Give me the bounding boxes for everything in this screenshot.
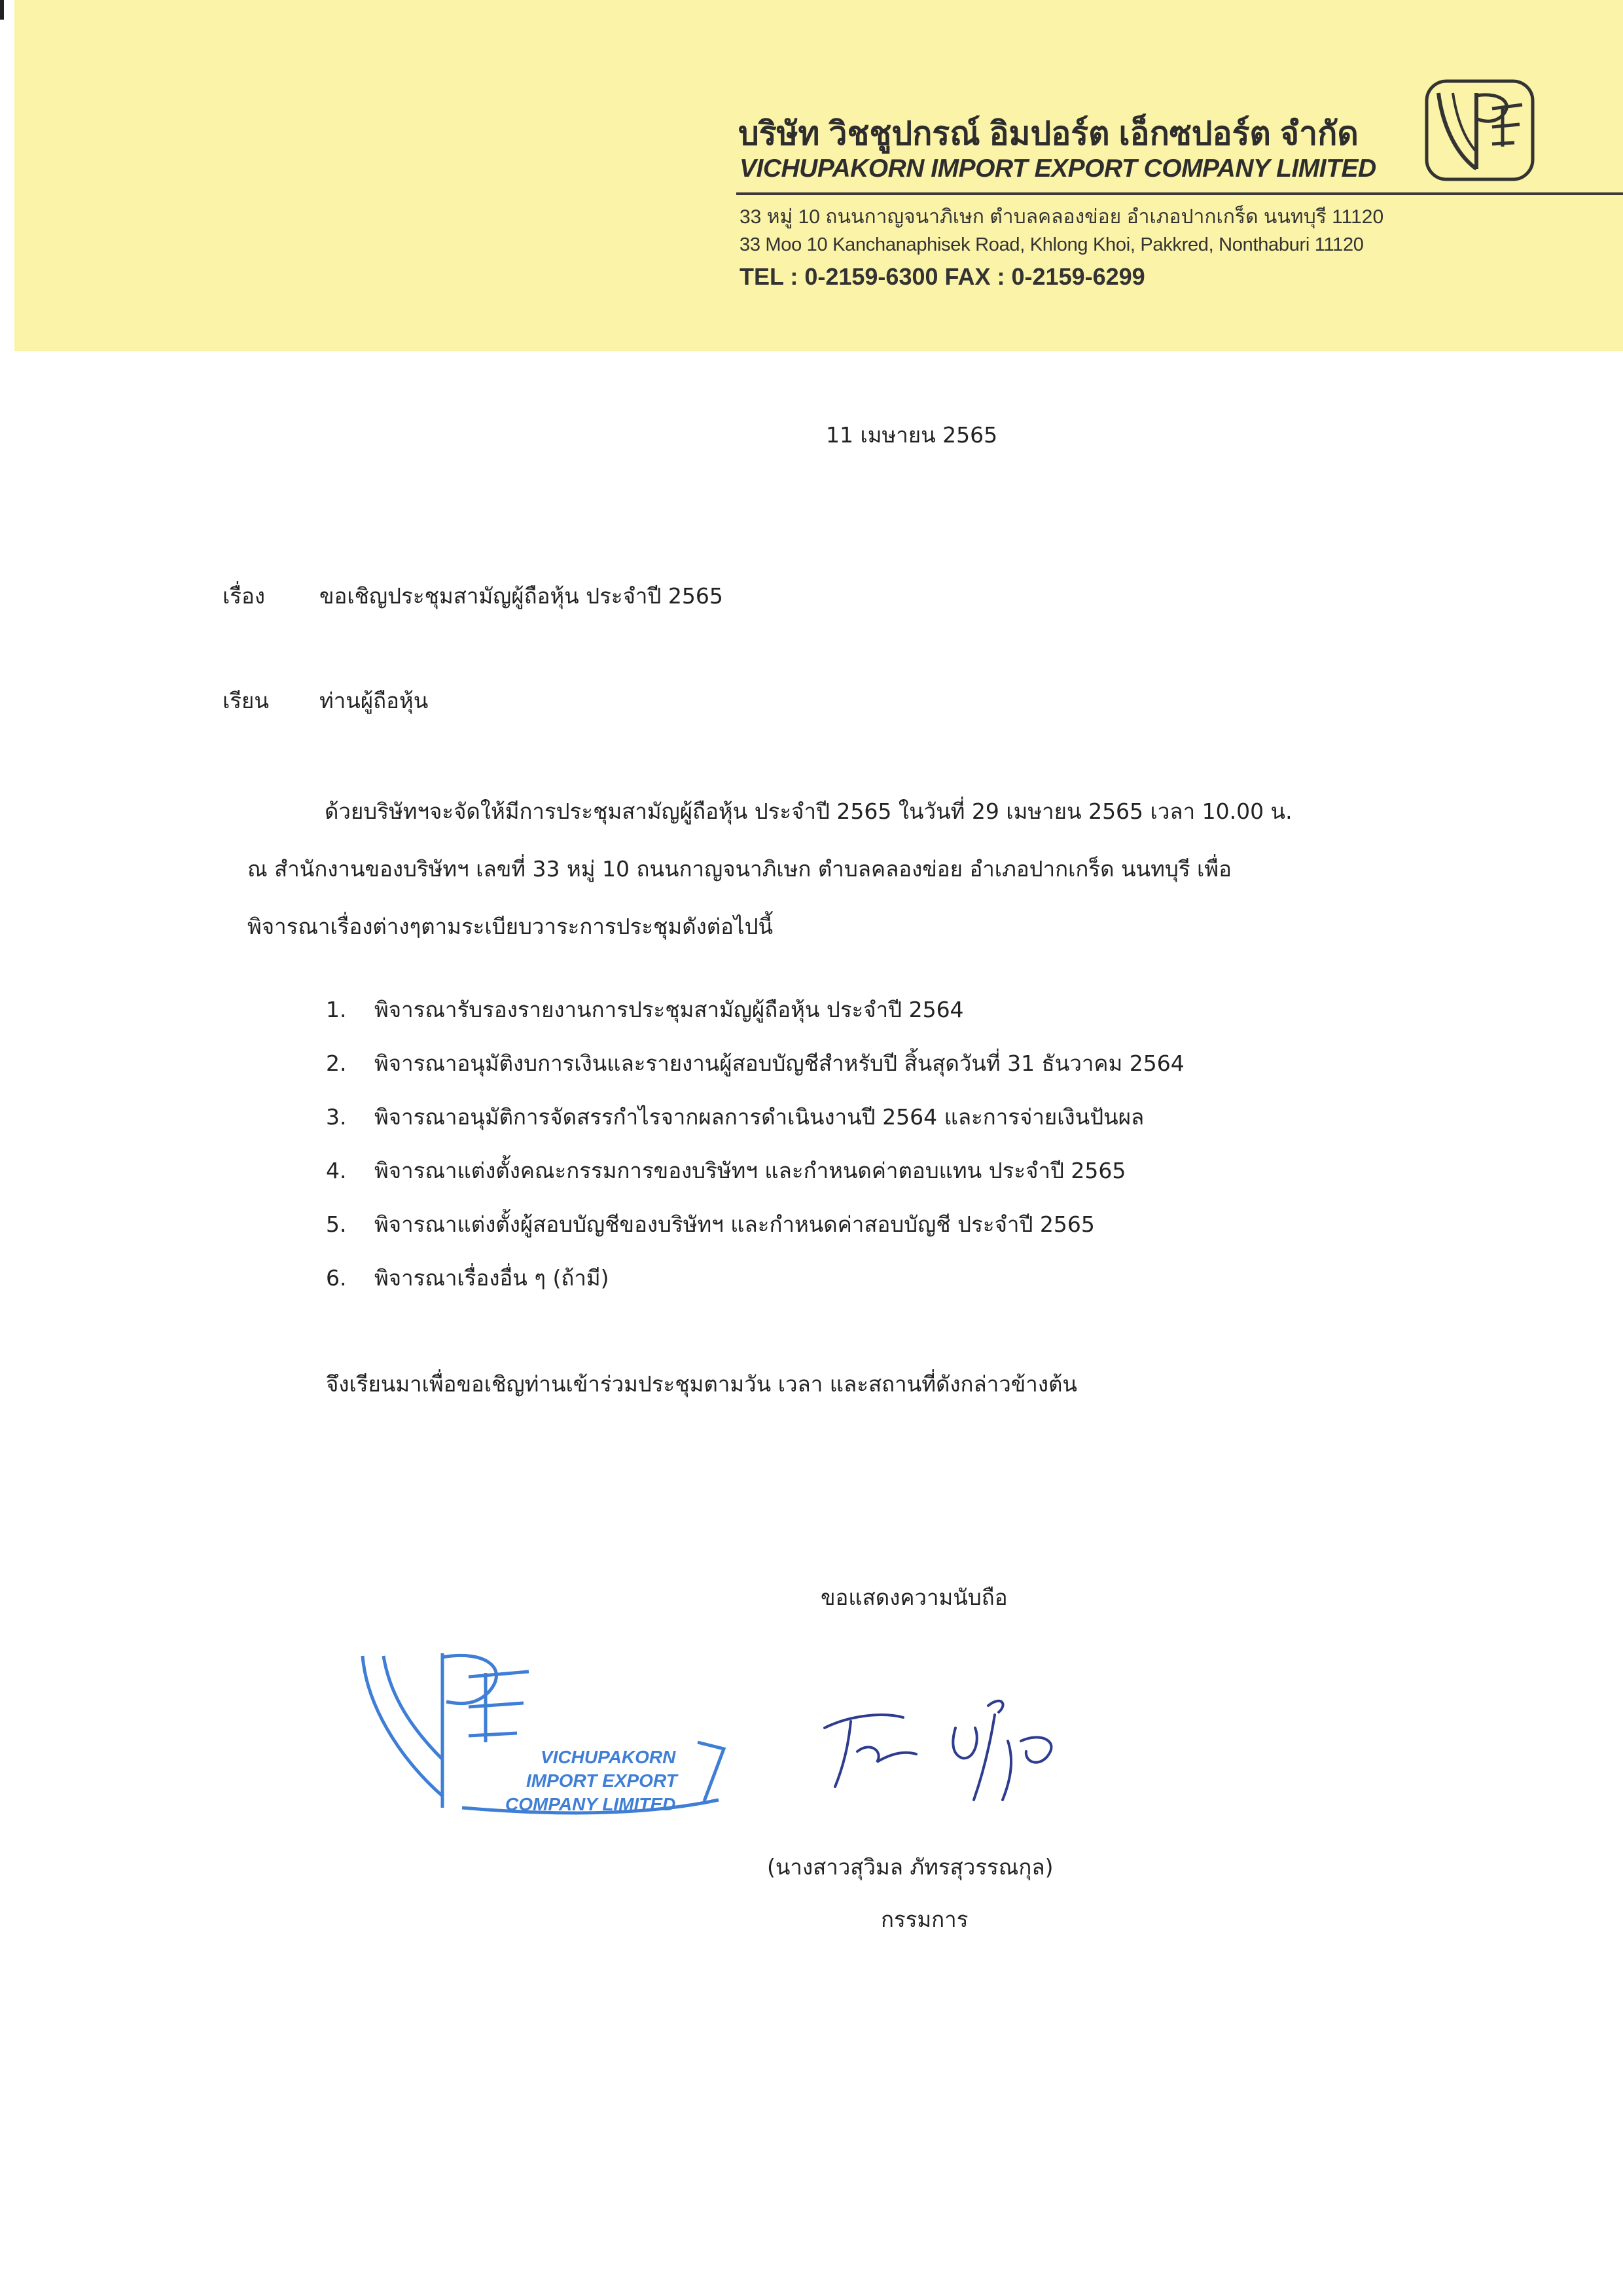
agenda-text: พิจารณาอนุมัติงบการเงินและรายงานผู้สอบบัญชีสำหรับปี สิ้นสุดวันที่ 31 ธันวาคม 2564	[374, 1050, 1185, 1076]
vpf-logo-icon	[1424, 79, 1535, 183]
body-paragraph	[247, 783, 1399, 956]
agenda-item	[326, 1207, 1373, 1261]
recipient-text: ท่านผู้ถือหุ้น	[319, 688, 429, 713]
scan-edge-mark	[0, 0, 4, 20]
agenda-number: 2.	[326, 1050, 347, 1076]
subject-text: ขอเชิญประชุมสามัญผู้ถือหุ้น ประจำปี 2565	[319, 583, 723, 609]
agenda-number: 5.	[326, 1211, 347, 1237]
agenda-text: พิจารณาแต่งตั้งผู้สอบบัญชีของบริษัทฯ และกำหนดค่าสอบบัญชี ประจำปี 2565	[374, 1211, 1095, 1237]
agenda-number: 6.	[326, 1265, 347, 1291]
recipient-label: เรียน	[223, 688, 269, 713]
agenda-item	[326, 992, 1373, 1046]
agenda-number: 4.	[326, 1158, 347, 1183]
letterhead-divider	[736, 192, 1623, 195]
address-english: 33 Moo 10 Kanchanaphisek Road, Khlong Khoi, Pakkred, Nonthaburi 11120	[740, 234, 1364, 255]
address-thai: 33 หมู่ 10 ถนนกาญจนาภิเษก ตำบลคลองข่อย อำเภอปากเกร็ด นนทบุรี 11120	[740, 206, 1384, 228]
signature-icon	[812, 1689, 1073, 1806]
closing-sentence: จึงเรียนมาเพื่อขอเชิญท่านเข้าร่วมประชุมตามวัน เวลา และสถานที่ดังกล่าวข้างต้น	[326, 1371, 1077, 1397]
signer-name: (นางสาวสุวิมล ภัทรสุวรรณกุล)	[767, 1854, 1054, 1880]
agenda-text: พิจารณาแต่งตั้งคณะกรรมการของบริษัทฯ และกำหนดค่าตอบแทน ประจำปี 2565	[374, 1158, 1126, 1183]
body-line: พิจารณาเรื่องต่างๆตามระเบียบวาระการประชุมดังต่อไปนี้	[247, 914, 774, 939]
agenda-item	[326, 1261, 1373, 1314]
agenda-text: พิจารณาอนุมัติการจัดสรรกำไรจากผลการดำเนินงานปี 2564 และการจ่ายเงินปันผล	[374, 1104, 1145, 1130]
stamp-line: COMPANY LIMITED	[505, 1794, 676, 1814]
subject-label: เรื่อง	[223, 583, 265, 609]
stamp-line: IMPORT EXPORT	[526, 1770, 677, 1791]
agenda-text: พิจารณารับรองรายงานการประชุมสามัญผู้ถือหุ้น ประจำปี 2564	[374, 997, 964, 1022]
agenda-number: 1.	[326, 997, 347, 1022]
signer-title: กรรมการ	[881, 1907, 969, 1932]
company-stamp-icon	[357, 1644, 737, 1827]
regards-text: ขอแสดงความนับถือ	[821, 1585, 1008, 1610]
company-name-english: VICHUPAKORN IMPORT EXPORT COMPANY LIMITED	[740, 154, 1376, 183]
agenda-list	[326, 992, 1373, 1314]
company-name-thai: บริษัท วิชชูปกรณ์ อิมปอร์ต เอ็กซปอร์ต จำกัด	[738, 115, 1359, 152]
agenda-item	[326, 1100, 1373, 1153]
agenda-item	[326, 1153, 1373, 1207]
contact-numbers: TEL : 0-2159-6300 FAX : 0-2159-6299	[740, 263, 1145, 290]
stamp-line: VICHUPAKORN	[541, 1747, 676, 1767]
agenda-number: 3.	[326, 1104, 347, 1130]
letter-date: 11 เมษายน 2565	[826, 422, 998, 448]
agenda-text: พิจารณาเรื่องอื่น ๆ (ถ้ามี)	[374, 1265, 609, 1291]
body-line: ณ สำนักงานของบริษัทฯ เลขที่ 33 หมู่ 10 ถนนกาญจนาภิเษก ตำบลคลองข่อย อำเภอปากเกร็ด นนทบุรี เพื่อ	[247, 856, 1232, 882]
body-line: ด้วยบริษัทฯจะจัดให้มีการประชุมสามัญผู้ถือหุ้น ประจำปี 2565 ในวันที่ 29 เมษายน 2565 เวลา 10.00 น.	[325, 798, 1293, 824]
agenda-item	[326, 1046, 1373, 1100]
